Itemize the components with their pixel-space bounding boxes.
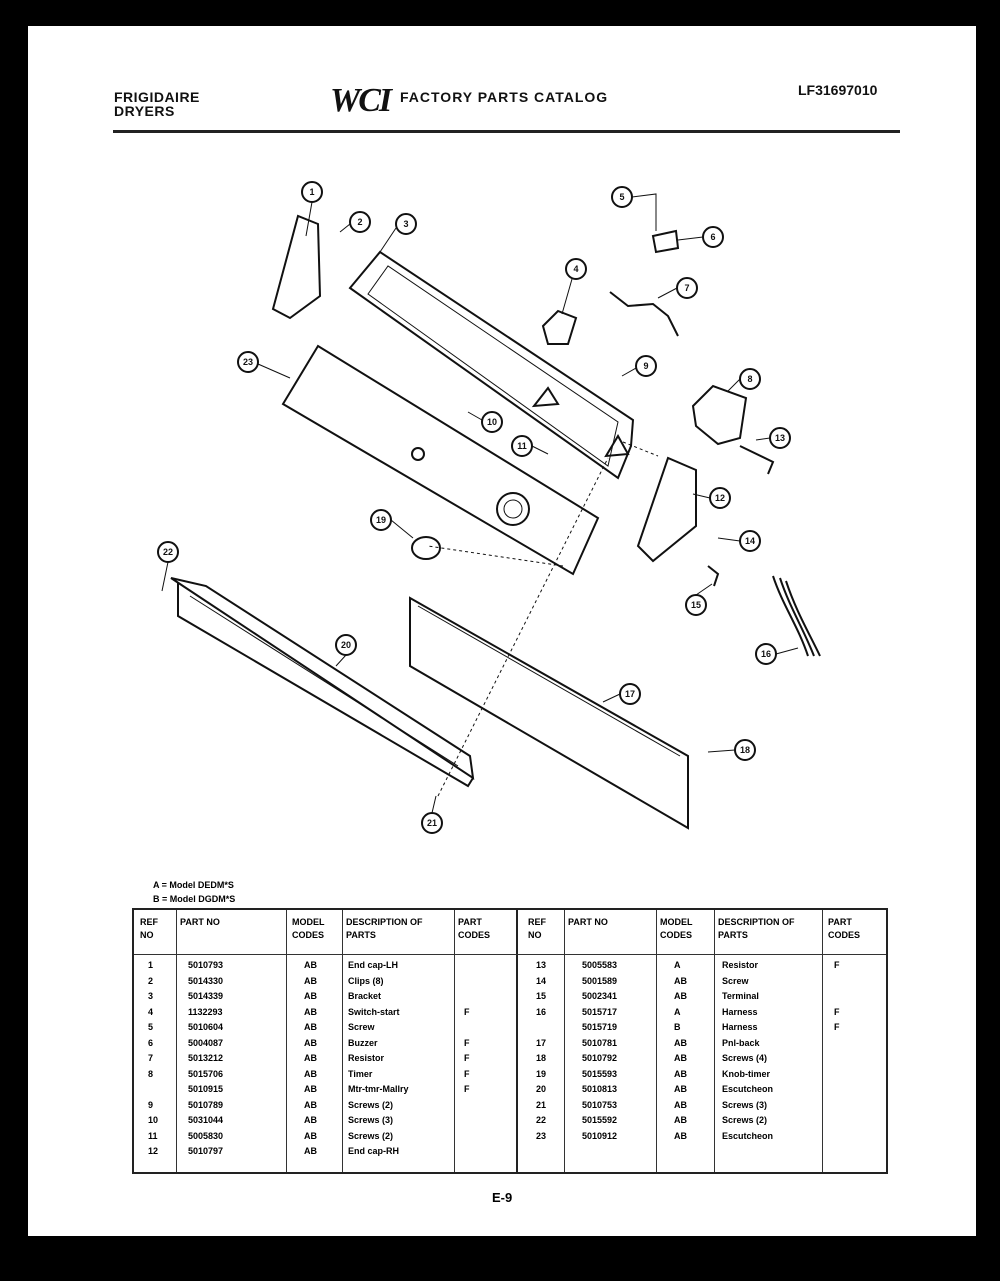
ref-cell: 20: [536, 1084, 547, 1094]
brand-name: FRIGIDAIRE: [114, 89, 200, 105]
callout-15-label: 15: [690, 600, 702, 610]
callout-4-label: 4: [573, 264, 579, 274]
col-ref-no: REF NO: [140, 917, 158, 940]
ref-cell: 13: [536, 960, 547, 970]
col-description-2: DESCRIPTION OF PARTS: [718, 917, 795, 940]
part-terminal: [708, 566, 718, 586]
callout-16-label: 16: [760, 649, 772, 659]
callout-1-label: 1: [309, 187, 315, 197]
part-no-cell: 5015717: [582, 1006, 618, 1017]
callout-21-label: 21: [426, 818, 438, 828]
model-code-cell: AB: [304, 991, 317, 1001]
ref-cell: 19: [536, 1068, 547, 1079]
description-cell: Screws (2): [348, 1130, 394, 1141]
description-cell: Escutcheon: [722, 1084, 774, 1094]
model-code-cell: AB: [674, 975, 687, 986]
model-code-cell: AB: [304, 1084, 317, 1094]
model-code-cell: AB: [674, 991, 687, 1001]
table-row: [134, 1053, 886, 1068]
part-no-cell: 5002341: [582, 991, 618, 1001]
part-code-cell: F: [464, 1037, 470, 1048]
part-code-cell: F: [834, 1006, 840, 1017]
description-cell: Harness: [722, 1022, 758, 1032]
description-cell: Escutcheon: [722, 1130, 774, 1141]
table-row: [134, 1131, 886, 1146]
catalog-number: LF31697010: [798, 82, 878, 98]
part-code-cell: F: [834, 960, 840, 970]
description-cell: End cap-LH: [348, 960, 399, 970]
model-code-cell: B: [674, 1022, 681, 1032]
ref-cell: 1: [148, 960, 154, 970]
model-code-cell: AB: [304, 1115, 317, 1125]
callout-12-label: 12: [714, 493, 726, 503]
ref-cell: 10: [148, 1115, 159, 1125]
part-no-cell: 5010792: [582, 1053, 618, 1063]
ref-cell: 16: [536, 1006, 547, 1017]
ref-cell: 6: [148, 1037, 154, 1048]
part-no-cell: 5014330: [188, 975, 224, 986]
col-part-codes: PART CODES: [458, 917, 491, 940]
part-switch: [543, 311, 576, 344]
model-code-cell: AB: [674, 1130, 687, 1141]
callout-18-label: 18: [739, 745, 751, 755]
ref-cell: 2: [148, 975, 154, 986]
ref-cell: 15: [536, 991, 547, 1001]
callout-17-label: 17: [624, 689, 636, 699]
part-no-cell: 5005583: [582, 960, 618, 970]
description-cell: Knob-timer: [722, 1068, 770, 1079]
callout-3-label: 3: [403, 219, 409, 229]
description-cell: Screws (4): [722, 1053, 768, 1063]
table-row: [134, 960, 886, 975]
callout-8-label: 8: [747, 374, 753, 384]
description-cell: Mtr-tmr-Mallry: [348, 1084, 409, 1094]
col-model-codes-2: MODEL CODES: [660, 917, 693, 940]
table-row: [134, 1038, 886, 1053]
description-cell: Screw: [348, 1022, 375, 1032]
callout-2-label: 2: [357, 217, 363, 227]
part-no-cell: 5015719: [582, 1022, 618, 1032]
legend-model-a: A = Model DEDM*S: [153, 880, 234, 890]
part-no-cell: 5010915: [188, 1084, 224, 1094]
part-no-cell: 5031044: [188, 1115, 224, 1125]
part-no-cell: 5015706: [188, 1068, 224, 1079]
part-no-cell: 5010781: [582, 1037, 618, 1048]
callout-10-label: 10: [486, 417, 498, 427]
col-description: DESCRIPTION OF PARTS: [346, 917, 423, 940]
exploded-parts-diagram: [28, 26, 976, 886]
description-cell: Clips (8): [348, 975, 384, 986]
callout-20-label: 20: [340, 640, 352, 650]
description-cell: Pnl-back: [722, 1037, 760, 1048]
col-model-codes: MODEL CODES: [292, 917, 325, 940]
callout-14-label: 14: [744, 536, 756, 546]
col-part-no-2: PART NO: [568, 917, 608, 927]
model-code-cell: AB: [674, 1115, 687, 1125]
callout-23-label: 23: [242, 357, 254, 367]
table-row: [134, 1115, 886, 1130]
part-no-cell: 5013212: [188, 1053, 224, 1063]
description-cell: Screws (3): [722, 1099, 768, 1110]
description-cell: Screws (3): [348, 1115, 394, 1125]
description-cell: Switch-start: [348, 1006, 400, 1017]
col-ref-no-2: REF NO: [528, 917, 546, 940]
catalog-page: [28, 26, 976, 1236]
ref-cell: 3: [148, 991, 154, 1001]
parts-table: [132, 908, 888, 1174]
callout-7-label: 7: [684, 283, 690, 293]
part-no-cell: 5010793: [188, 960, 224, 970]
part-no-cell: 5014339: [188, 991, 224, 1001]
table-row: [134, 1069, 886, 1084]
ref-cell: 7: [148, 1053, 154, 1063]
model-code-cell: AB: [674, 1068, 687, 1079]
callout-19-label: 19: [375, 515, 387, 525]
ref-cell: 18: [536, 1053, 547, 1063]
model-code-cell: AB: [304, 1146, 317, 1156]
table-row: [134, 976, 886, 991]
part-end-cap-rh: [638, 458, 696, 561]
part-no-cell: 5010813: [582, 1084, 618, 1094]
part-no-cell: 5001589: [582, 975, 618, 986]
model-code-cell: AB: [304, 1068, 317, 1079]
ref-cell: 5: [148, 1022, 154, 1032]
description-cell: Screws (2): [348, 1099, 394, 1110]
part-no-cell: 5015593: [582, 1068, 618, 1079]
callout-13-label: 13: [774, 433, 786, 443]
description-cell: Resistor: [722, 960, 759, 970]
part-no-cell: 5010789: [188, 1099, 224, 1110]
catalog-title: FACTORY PARTS CATALOG: [400, 89, 609, 105]
description-cell: Buzzer: [348, 1037, 378, 1048]
part-end-cap-lh: [273, 216, 320, 318]
part-back-panel: [410, 598, 688, 828]
page-number: E-9: [492, 1190, 513, 1205]
model-code-cell: A: [674, 1006, 681, 1017]
table-row: [134, 1007, 886, 1022]
part-resistor-lead: [610, 292, 678, 336]
part-timer: [693, 386, 746, 444]
description-cell: Resistor: [348, 1053, 385, 1063]
table-row: [134, 1100, 886, 1115]
model-legend: [153, 878, 235, 906]
callout-6-label: 6: [710, 232, 716, 242]
ref-cell: 23: [536, 1130, 547, 1141]
part-code-cell: F: [464, 1068, 470, 1079]
model-code-cell: AB: [674, 1037, 687, 1048]
part-escutcheon-23: [283, 346, 598, 574]
ref-cell: 14: [536, 975, 547, 986]
table-row: [134, 1022, 886, 1037]
description-cell: Terminal: [722, 991, 759, 1001]
part-code-cell: F: [834, 1022, 840, 1032]
part-code-cell: F: [464, 1084, 470, 1094]
callout-11-label: 11: [517, 441, 527, 451]
ref-cell: 12: [148, 1146, 159, 1156]
description-cell: Screws (2): [722, 1115, 768, 1125]
ref-cell: 11: [148, 1130, 158, 1141]
ref-cell: 17: [536, 1037, 547, 1048]
callout-22-label: 22: [162, 547, 174, 557]
description-cell: Bracket: [348, 991, 382, 1001]
callout-5-label: 5: [619, 192, 625, 202]
model-code-cell: AB: [674, 1053, 687, 1063]
part-no-cell: 5010797: [188, 1146, 224, 1156]
model-code-cell: AB: [304, 1037, 317, 1048]
part-bracket: [350, 252, 633, 478]
model-code-cell: AB: [674, 1084, 687, 1094]
model-code-cell: AB: [304, 1053, 317, 1063]
part-code-cell: F: [464, 1006, 470, 1017]
part-no-cell: 5015592: [582, 1115, 618, 1125]
description-cell: End cap-RH: [348, 1146, 400, 1156]
part-harness: [773, 576, 820, 656]
ref-cell: 9: [148, 1099, 154, 1110]
model-code-cell: AB: [304, 1130, 317, 1141]
description-cell: Harness: [722, 1006, 758, 1017]
col-part-codes-2: PART CODES: [828, 917, 861, 940]
model-code-cell: AB: [304, 1022, 317, 1032]
legend-model-b: B = Model DGDM*S: [153, 894, 236, 904]
ref-cell: 4: [148, 1006, 154, 1017]
model-code-cell: AB: [304, 1006, 317, 1017]
part-resistor-13: [740, 446, 773, 474]
model-code-cell: AB: [304, 975, 317, 986]
part-no-cell: 5010753: [582, 1099, 618, 1110]
part-timer-knob: [412, 537, 440, 559]
callout-9-label: 9: [643, 361, 649, 371]
model-code-cell: AB: [304, 1099, 317, 1110]
table-row: [134, 1146, 886, 1161]
product-line: DRYERS: [114, 103, 175, 119]
part-buzzer: [653, 231, 678, 252]
ref-cell: 22: [536, 1115, 547, 1125]
description-cell: Screw: [722, 975, 749, 986]
wci-logo: WCI: [330, 82, 391, 119]
part-code-cell: F: [464, 1053, 470, 1063]
model-code-cell: AB: [304, 960, 317, 970]
part-no-cell: 5010604: [188, 1022, 224, 1032]
part-no-cell: 5004087: [188, 1037, 224, 1048]
ref-cell: 8: [148, 1068, 154, 1079]
col-part-no: PART NO: [180, 917, 220, 927]
description-cell: Timer: [348, 1068, 373, 1079]
part-no-cell: 5005830: [188, 1130, 224, 1141]
model-code-cell: AB: [674, 1099, 687, 1110]
table-row: [134, 1084, 886, 1099]
part-no-cell: 5010912: [582, 1130, 618, 1141]
ref-cell: 21: [536, 1099, 547, 1110]
model-code-cell: A: [674, 960, 681, 970]
part-no-cell: 1132293: [188, 1006, 223, 1017]
table-row: [134, 991, 886, 1006]
